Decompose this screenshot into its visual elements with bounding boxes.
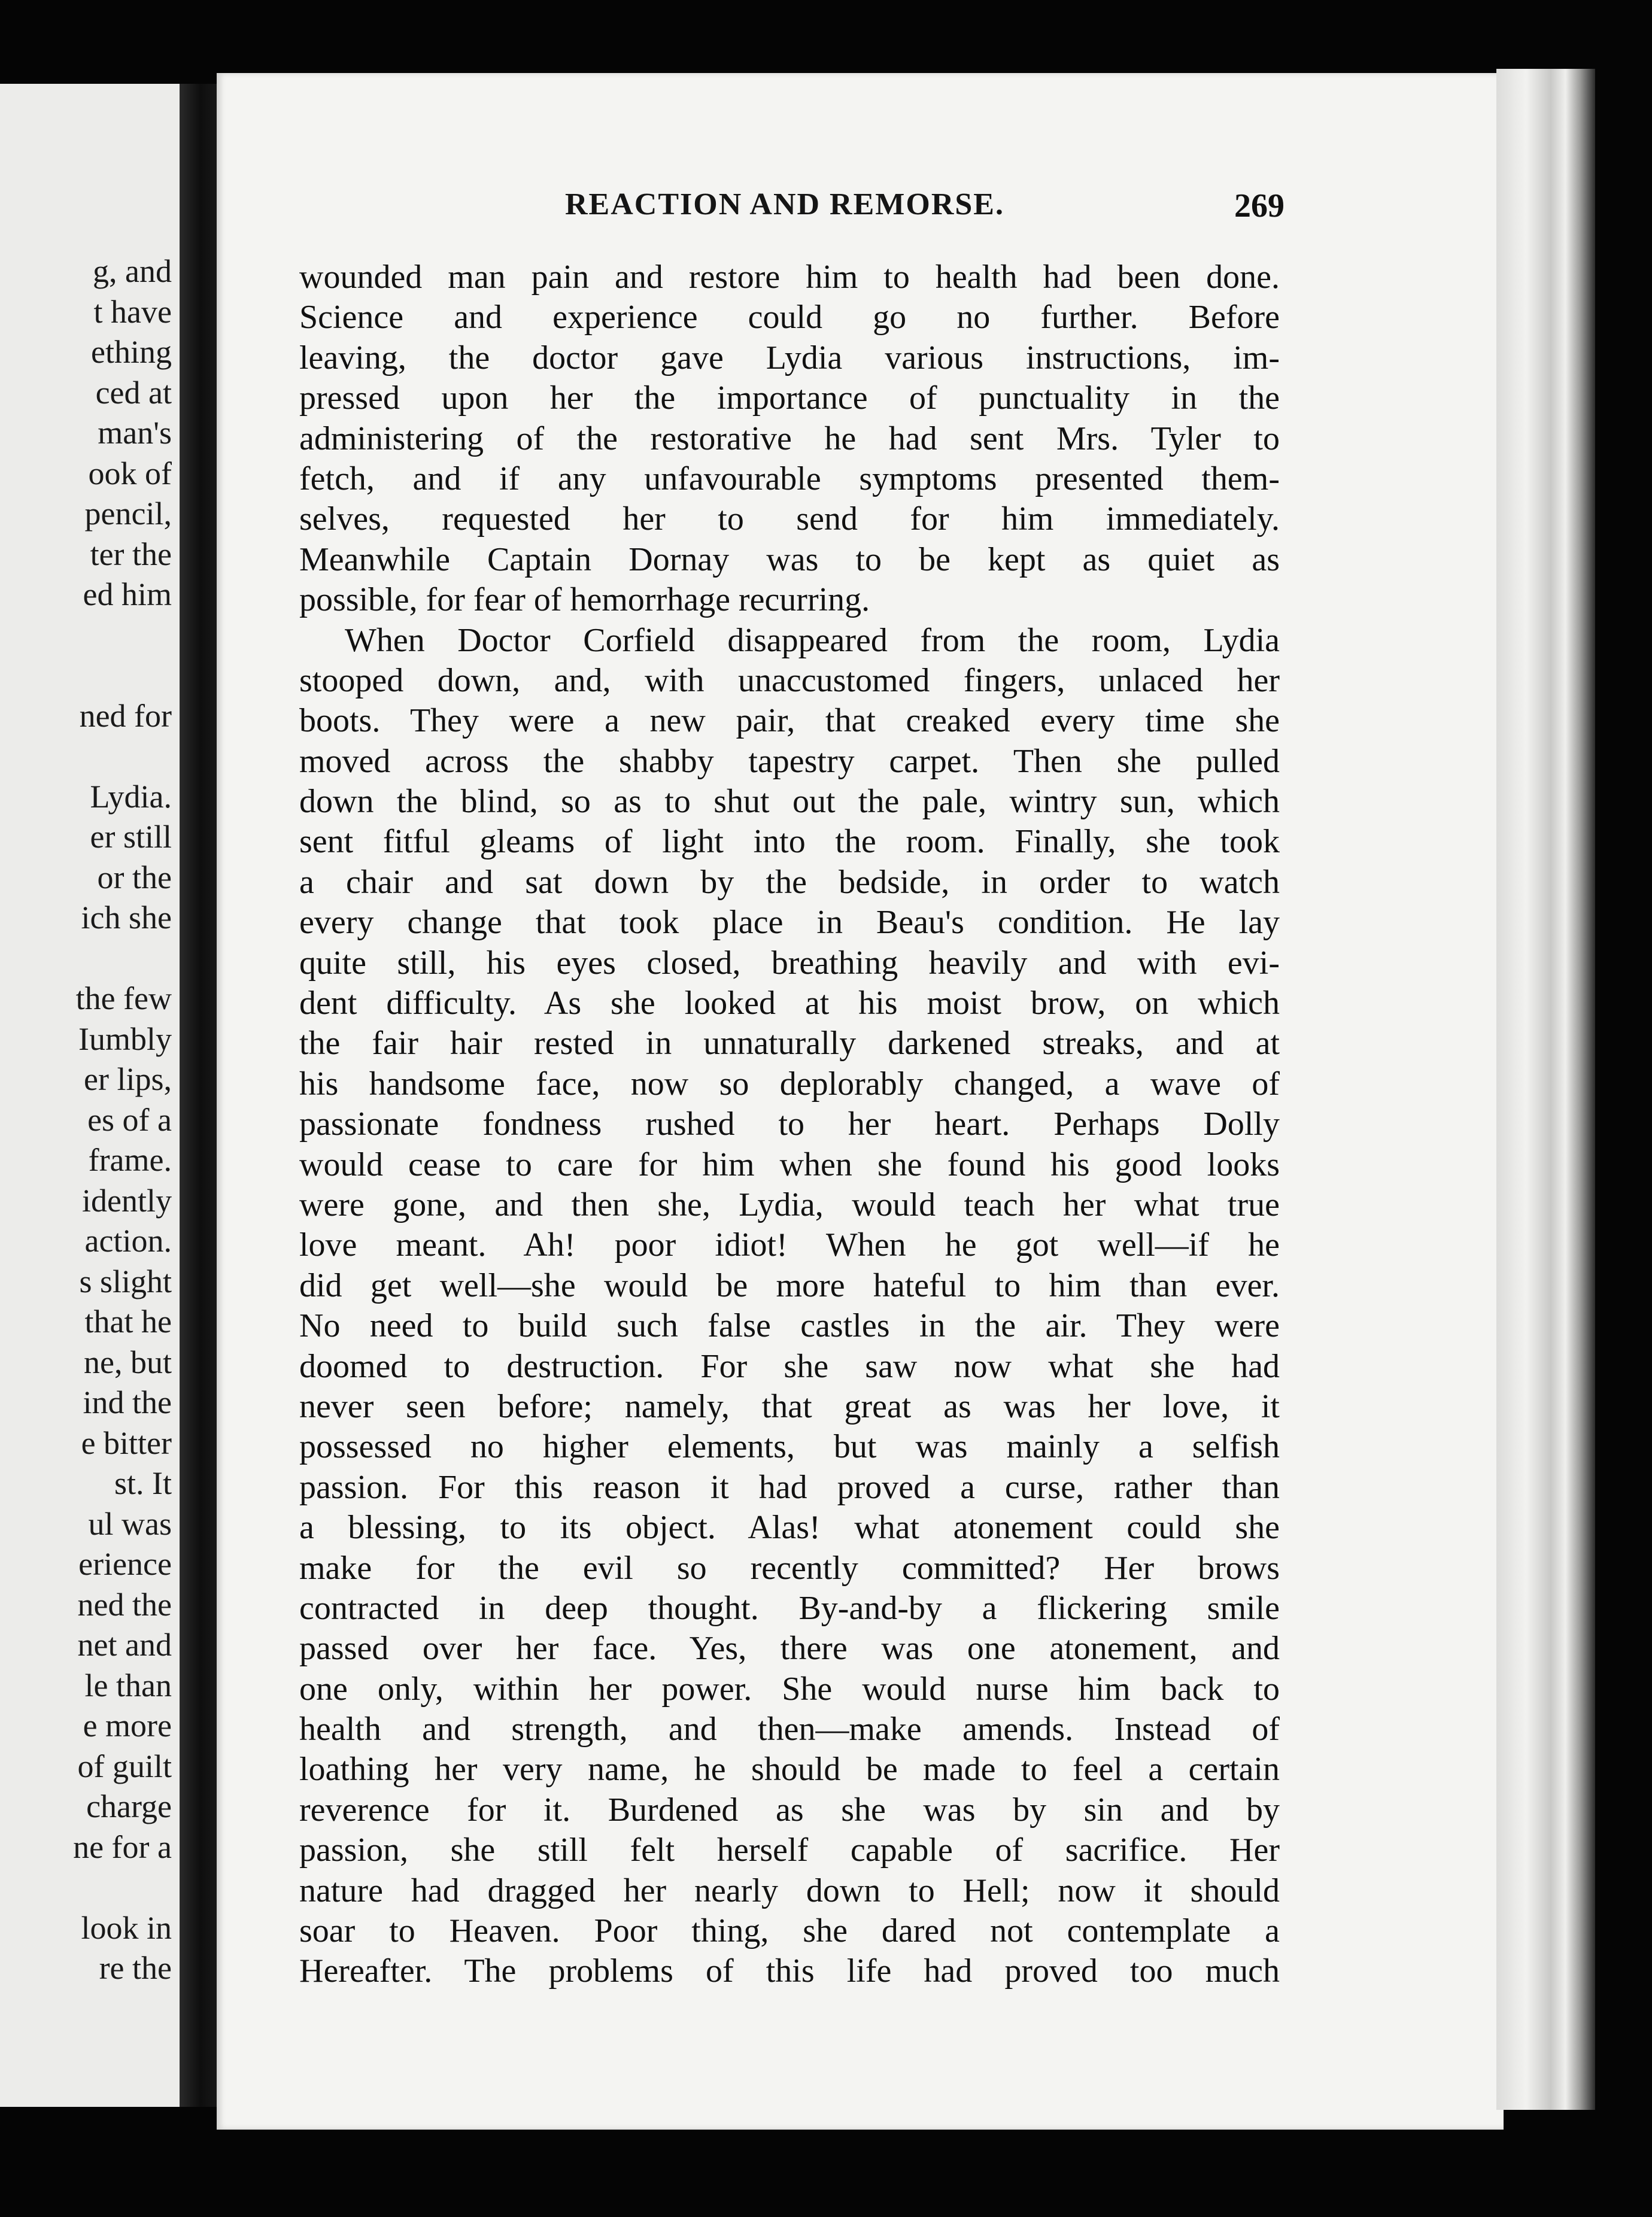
text-line: wounded man pain and restore him to health had been done. xyxy=(299,259,1280,296)
facing-page-line: ind the xyxy=(83,1384,172,1420)
text-line: Meanwhile Captain Dornay was to be kept as quiet as xyxy=(299,540,1280,578)
facing-page-line: st. It xyxy=(114,1465,172,1501)
facing-page-line xyxy=(0,615,183,656)
text-line: a blessing, to its object. Alas! what atonement could she xyxy=(299,1509,1280,1547)
facing-page-line: t have xyxy=(93,293,172,330)
book-page xyxy=(217,73,1504,2130)
facing-page-line: er still xyxy=(90,819,172,855)
text-line: the fair hair rested in unnaturally darkened streaks, and at xyxy=(299,1025,1280,1062)
text-line: never seen before; namely, that great as was her love, it xyxy=(299,1387,1280,1425)
facing-page-line: s slight xyxy=(79,1263,172,1299)
facing-page-line: ich she xyxy=(81,900,172,936)
facing-page-left xyxy=(0,84,183,2107)
text-line: doomed to destruction. For she saw now what she had xyxy=(299,1347,1280,1385)
text-line: pressed upon her the importance of punctuality in the xyxy=(299,379,1280,417)
text-line: When Doctor Corfield disappeared from the room, Lydia xyxy=(345,621,1280,659)
text-line: dent difficulty. As she looked at his moist brow, on which xyxy=(299,985,1280,1022)
page-number: 269 xyxy=(1234,187,1284,224)
text-line: soar to Heaven. Poor thing, she dared not contemplate a xyxy=(299,1912,1280,1950)
text-line: fetch, and if any unfavourable symptoms presented them- xyxy=(299,460,1280,497)
text-line: possible, for fear of hemorrhage recurring. xyxy=(299,581,870,619)
facing-page-line: ne for a xyxy=(73,1829,172,1865)
facing-page-line: ul was xyxy=(88,1505,172,1542)
text-line: possessed no higher elements, but was mainly a selfish xyxy=(299,1428,1280,1466)
text-line: Hereafter. The problems of this life had proved too much xyxy=(299,1952,1280,1990)
facing-page-line: the few xyxy=(75,980,172,1016)
text-line: leaving, the doctor gave Lydia various instructions, im- xyxy=(299,339,1280,376)
facing-page-line: or the xyxy=(97,859,172,895)
facing-page-line: action. xyxy=(84,1223,172,1259)
text-line: health and strength, and then—make amends. Instead of xyxy=(299,1711,1280,1748)
text-line: passionate fondness rushed to her heart. Perhaps Dolly xyxy=(299,1106,1280,1143)
text-line: would cease to care for him when she found his good looks xyxy=(299,1146,1280,1183)
text-line: did get well—she would be more hateful to him than ever. xyxy=(299,1267,1280,1304)
facing-page-line: ned the xyxy=(77,1586,172,1623)
facing-page-line: frame. xyxy=(88,1142,172,1178)
facing-page-line: pencil, xyxy=(84,496,172,532)
text-line: one only, within her power. She would nurse him back to xyxy=(299,1670,1280,1708)
facing-page-line: erience xyxy=(78,1546,172,1582)
facing-page-line: e more xyxy=(83,1708,172,1744)
text-line: passion. For this reason it had proved a curse, rather than xyxy=(299,1468,1280,1506)
text-line: passion, she still felt herself capable of sacrifice. Her xyxy=(299,1832,1280,1869)
page-header xyxy=(217,187,1504,241)
book-gutter xyxy=(180,84,221,2107)
running-head: REACTION AND REMORSE. xyxy=(565,187,1004,221)
text-line: boots. They were a new pair, that creaked every time she xyxy=(299,702,1280,740)
text-line: nature had dragged her nearly down to Hell; now it should xyxy=(299,1872,1280,1909)
text-line: love meant. Ah! poor idiot! When he got well—if he xyxy=(299,1226,1280,1264)
facing-page-text xyxy=(0,251,183,1989)
text-line: reverence for it. Burdened as she was by sin and by xyxy=(299,1791,1280,1829)
facing-page-line: Iumbly xyxy=(78,1021,172,1057)
text-line: moved across the shabby tapestry carpet. Then she pulled xyxy=(299,742,1280,780)
facing-page-line: le than xyxy=(84,1667,172,1703)
facing-page-line: Lydia. xyxy=(90,778,172,815)
facing-page-line: of guilt xyxy=(77,1748,172,1784)
facing-page-line: e bitter xyxy=(81,1425,172,1461)
text-line: selves, requested her to send for him immediately. xyxy=(299,500,1280,538)
facing-page-line: that he xyxy=(84,1304,172,1340)
text-line: his handsome face, now so deplorably changed, a wave of xyxy=(299,1065,1280,1103)
facing-page-line xyxy=(0,655,183,696)
facing-page-line xyxy=(0,736,183,777)
facing-page-line: ned for xyxy=(79,697,172,734)
text-line: stooped down, and, with unaccustomed fingers, unlaced her xyxy=(299,661,1280,699)
text-line: quite still, his eyes closed, breathing heavily and with evi- xyxy=(299,944,1280,982)
facing-page-line: ook of xyxy=(88,455,172,491)
body-text xyxy=(299,257,1280,1992)
text-line: administering of the restorative he had sent Mrs. Tyler to xyxy=(299,420,1280,457)
text-line: loathing her very name, he should be made to feel a certain xyxy=(299,1751,1280,1788)
facing-page-line xyxy=(0,939,183,979)
text-line: No need to build such false castles in the air. They were xyxy=(299,1307,1280,1345)
facing-page-line: charge xyxy=(86,1788,172,1824)
facing-page-line: idently xyxy=(82,1182,172,1219)
text-line: a chair and sat down by the bedside, in order to watch xyxy=(299,863,1280,901)
facing-page-line: ter the xyxy=(90,536,172,572)
facing-page-line xyxy=(0,1867,183,1908)
text-line: were gone, and then she, Lydia, would teach her what true xyxy=(299,1186,1280,1223)
text-line: sent fitful gleams of light into the room. Finally, she took xyxy=(299,823,1280,861)
facing-page-line: re the xyxy=(99,1950,172,1986)
page-edges xyxy=(1496,69,1595,2110)
text-line: down the blind, so as to shut out the pale, wintry sun, which xyxy=(299,783,1280,821)
facing-page-line: net and xyxy=(77,1627,172,1663)
facing-page-line: ne, but xyxy=(84,1344,172,1380)
text-line: contracted in deep thought. By-and-by a flickering smile xyxy=(299,1589,1280,1627)
facing-page-line: g, and xyxy=(93,253,172,289)
facing-page-line: man's xyxy=(98,415,172,451)
facing-page-line: es of a xyxy=(87,1101,172,1138)
facing-page-line: ething xyxy=(91,334,172,370)
facing-page-line: ced at xyxy=(95,374,172,411)
text-line: make for the evil so recently committed? Her brows xyxy=(299,1549,1280,1587)
facing-page-line: er lips, xyxy=(84,1061,172,1097)
text-line: passed over her face. Yes, there was one atonement, and xyxy=(299,1630,1280,1668)
facing-page-line: look in xyxy=(81,1909,172,1946)
facing-page-line: ed him xyxy=(83,576,172,612)
text-line: Science and experience could go no further. Before xyxy=(299,299,1280,336)
text-line: every change that took place in Beau's condition. He lay xyxy=(299,904,1280,942)
